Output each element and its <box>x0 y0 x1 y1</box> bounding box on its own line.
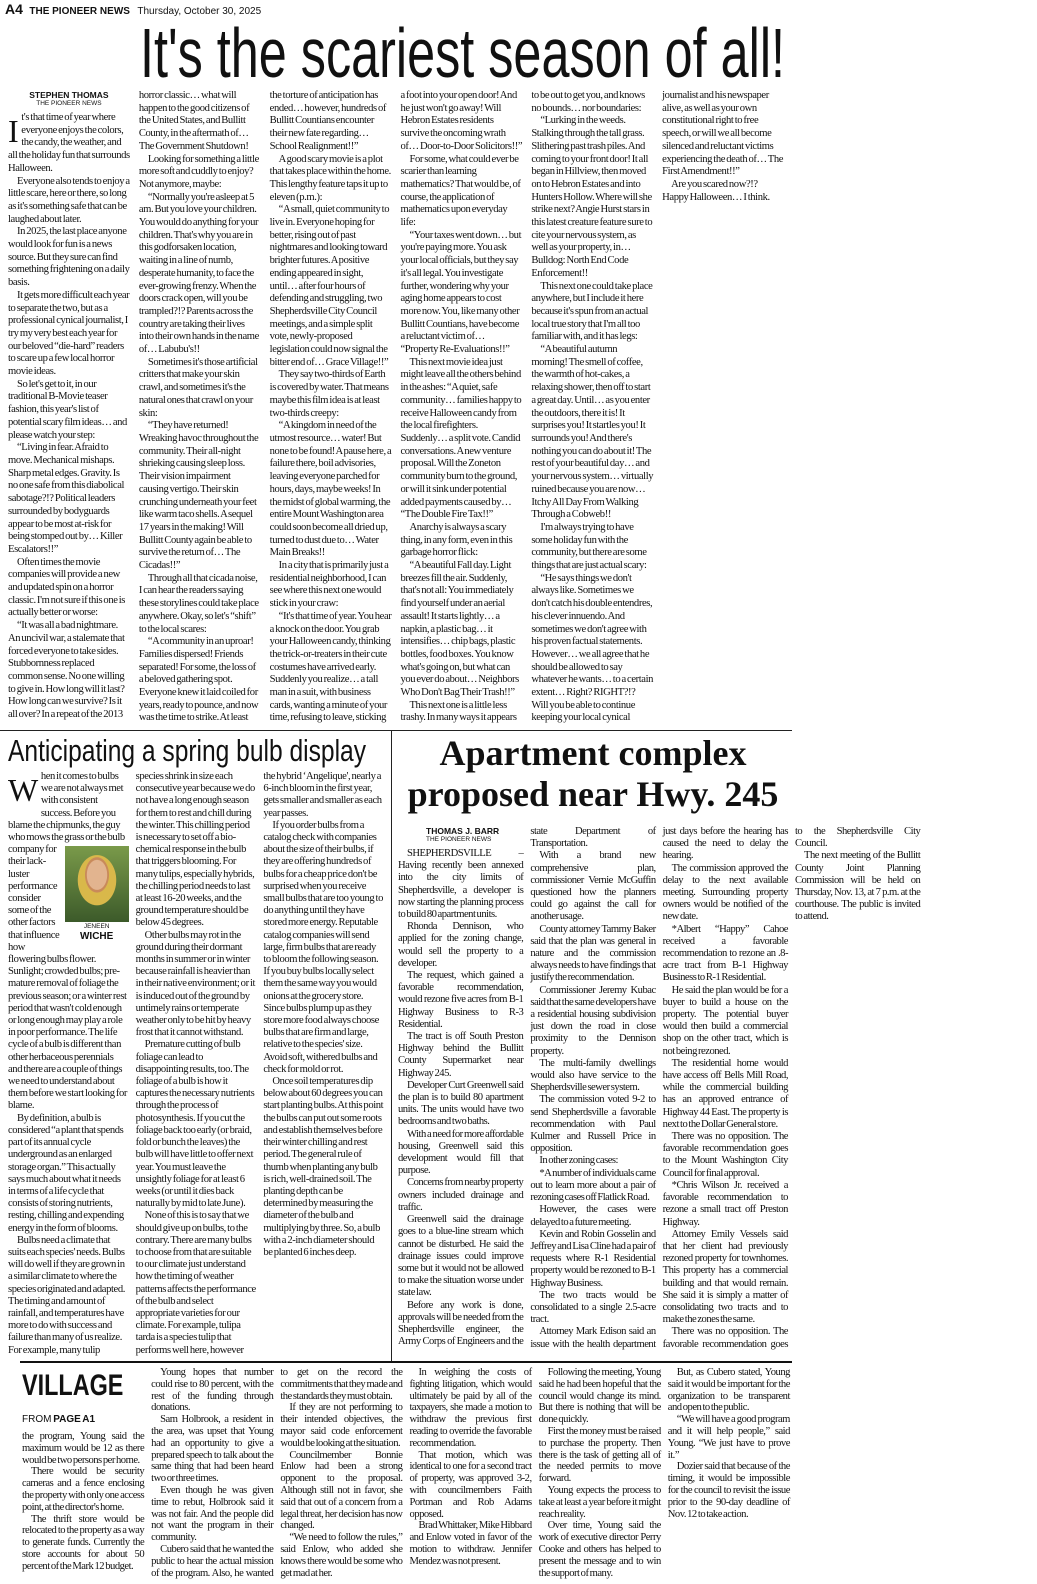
paragraph: Looking for something a little more soft and cuddly to enjoy? Not anymore, maybe: <box>138 153 259 190</box>
photo-caption-last: WICHE <box>79 931 114 943</box>
paragraph: In other zoning cases: <box>539 1155 618 1167</box>
paragraph: There was no opposition. The favorable recommendation goes to the Shepherdsville City Council. <box>662 826 921 1350</box>
paragraph: *Albert “Happy” Cahoe received a favorable recommendation to rezone an .8-acre tract from B-1 Highway Business to R-1 Residential. <box>662 923 788 984</box>
paragraph: In weighing the costs of fighting litigation, which would ultimately be paid by all of the taxpayers, she made a motion to withdraw the previous first reading to override the favorable recommendation. <box>409 1367 532 1449</box>
paragraph: The two tracts would be consolidated to a single 2.5-acre tract. <box>530 1289 656 1326</box>
paragraph: Other bulbs may rot in the ground during their dormant months in summer or in winter because rainfall is heavier than in their native environment; or it is induced out of the ground by untimely rains or temperate weather only to be hit by heavy frost that it cannot withstand. <box>135 929 256 1039</box>
paragraph: “We need to follow the rules,” said Enlow, who added she knows there would be some who get mad at her. <box>280 1532 403 1579</box>
author-photo <box>65 846 129 942</box>
paragraph: The commission voted 9-2 to send Shepherdsville a favorable recommendation with Paul Kulmer and Russell Price in opposition. <box>530 1094 656 1155</box>
paragraph: There would be security cameras and a fence enclosing the property with only one access point, at the director's home. <box>22 1466 145 1513</box>
paragraph: Brad Whittaker, Mike Hibbard and Enlow voted in favor of the motion to withdraw. Jennifer Mendez was not present. <box>409 1520 532 1567</box>
paragraph: That motion, which was identical to one for a second tract of property, was approved 3-2, with councilmembers Faith Portman and Rob Adams opposed. <box>409 1449 532 1520</box>
paragraph: “A community in an uproar! Families dispersed! Friends separated! For some, the loss of a beloved gathering spot. Everyone knew it laid coiled for years, ready to pounce, and now was the time to strike. At least the torture of anticipation has ended… however, hundreds of Bullitt Countians encounter their new fate regarding… School Realignment!!” <box>138 90 387 724</box>
paragraph: So let's get to it, in our traditional B-Movie teaser fashion, this year's list of potential scary film ideas… and please watch your step: <box>8 378 127 441</box>
paragraph: Once soil temperatures dip below about 60 degrees you can start planting bulbs. At this point the bulbs can put out some roots and establish themselves before their winter chilling and rest period. The general rule of thumb when planting any bulb is rich, well-drained soil. The planting depth can be determined by measuring the diameter of the bulb and multiplying by three. So, a bulb with a 2-inch diameter should be planted 6 inches deep. <box>263 1076 384 1258</box>
paragraph: the program, Young said the maximum would be 12 as there would be two persons per home. <box>22 1431 145 1466</box>
paragraph: Often times the movie companies will provide a new and updated spin on a horror classic. I'm not sure if this one is actually better or worse: <box>8 556 126 619</box>
paragraph: Bulbs need a climate that suits each species' needs. Bulbs will do well if they are grown in a similar climate to where the species originated and adapted. The timing and amount of rainfall, and temperatures have more to do with success and failure than many of us realize. For example, many tulip species shrink in size each consecutive year because we do not have a long enough season for them to rest and chill during the winter. This chilling period is necessary to set off a bio-chemical response in the bulb that triggers blooming. For many tulips, especially hybrids, the chilling period needs to last at least 16-20 weeks, and the ground temperature should be below 45 degrees. <box>8 771 255 1356</box>
paragraph: Developer Curt Greenwell said the plan is to build 80 apartment units. The units would have two bedrooms and two baths. <box>398 1079 524 1128</box>
paragraph: SHEPHERDSVILLE – Having recently been annexed into the city limits of Shepherdsville, a developer is now starting the planning process to build 80 apartment units. <box>398 848 524 921</box>
paragraph: “It's that time of year. You hear a knock on the door. You grab your Halloween candy, thinking the trick-or-treaters in their cute costumes have arrived early. Suddenly you realize… a tall man in a suit, with business cards, wanting a minute of your time, refusing to leave, sticking a foot into your open door! And he just won't go away! Will Hebron Estates residents survive the oncoming wrath of… Door-to-Door Solicitors!!” <box>269 90 523 724</box>
column-divider <box>391 731 392 1361</box>
paragraph: However, the cases were delayed to a future meeting. <box>530 1204 656 1228</box>
bulb-article-body <box>8 771 384 1359</box>
paragraph: The residential home would have access off Bells Mill Road, while the commercial building has an approved entrance of Highway 44 East. The property is next to the Dollar General store. <box>662 1057 788 1130</box>
paragraph <box>8 771 129 1113</box>
village-article-body <box>22 1367 790 1582</box>
paragraph: If they are not performing to their intended objectives, the mayor said code enforcement would be looking at the situation. <box>280 1402 403 1449</box>
byline-org: THE PIONEER NEWS <box>36 100 102 107</box>
byline <box>8 90 130 108</box>
paragraph: County attorney Tammy Baker said that the plan was general in nature and the commission always needs to have findings that justify the recommendation. <box>530 923 656 984</box>
paragraph: “A beautiful autumn morning! The smell of coffee, the warmth of hot-cakes, a relaxing shower, then off to start a great day. Until… as you enter the outdoors, there it is! It surprises you! It startles you! It surrounds you! And there's nothing you can do about it! The rest of your beautiful day… and your nervous system… virtually ruined because you are now… Itchy All Day From Walking Through a Cobweb!! <box>531 344 654 521</box>
paragraph: With a need for more affordable housing, Greenwell said this development would fill that purpose. <box>398 1128 524 1177</box>
paragraph: By definition, a bulb is considered “a plant that spends part of its annual cycle underground as an enlarged storage organ.” This actually says much about what it needs in terms of a life cycle that consists of storing nutrients, resting, chilling and expending energy in the form of blooms. <box>8 1112 124 1234</box>
paragraph: Premature cutting of bulb foliage can lead to disappointing results, too. The foliage of a bulb is how it captures the necessary nutrients through the process of photosynthesis. If you cut the foliage back too early (or braid, fold or bunch the leaves) the bulb will have little to offer next year. You must leave the unsightly foliage for at least 6 weeks (or until it dies back naturally by mid to late June). <box>135 1039 255 1210</box>
paragraph: “We will have a good program and it will help people,” said Young. “We just have to prove it.” <box>667 1414 790 1461</box>
paragraph: The request, which gained a favorable recommendation, would rezone five acres from B-1 Highway Business to R-3 Residential. <box>398 970 524 1030</box>
paragraph: “He says things we don't always like. Sometimes we don't catch his double entendres, his clever innuendo. And sometimes we don't agree with his proven factual statements. However… we all agree that he should be allowed to say whatever he wants… to a certain extent… Right? RIGHT?!? Will you be able to continue keeping your local cynical journalist and his newspaper alive, as well as your own constitutional right to free speech, or will we all become silenced and reluctant victims experiencing the death of… The First Amendment!!” <box>531 90 784 724</box>
byline-org: THE PIONEER NEWS <box>426 836 492 843</box>
paragraph: Attorney Emily Vessels said that her client had previously rezoned property for townhomes. This property has a commercial building and that would remain. She said it is simply a matter of consolidating two tracts and to make the zones the same. <box>662 1228 788 1326</box>
paragraph: Even though he was given time to rebut, Holbrook said it was not fair. And the people did not want the program in their community. <box>151 1484 274 1544</box>
jump-line <box>22 1413 144 1427</box>
paragraph: In 2025, the last place anyone would look for fun is a news source. But they sure can find something frightening on a daily basis. <box>8 226 130 289</box>
paragraph: *A number of individuals came out to learn more about a pair of rezoning cases off Flatlick Road. <box>530 1167 656 1204</box>
paragraph: The thrift store would be relocated to the property as a way to generate funds. Currently the store accounts for about 50 percent of the Mark 12 budget. <box>22 1513 145 1572</box>
top-article-headline-wrap <box>140 14 1037 92</box>
paragraph: There was no opposition. The favorable recommendation goes to the Mount Washington City Council for final approval. <box>662 1131 788 1179</box>
paragraph: Over time, Young said the work of executive director Perry Cooke and others has helped to present the message and to win the support of many. <box>538 1520 661 1579</box>
paragraph: Sam Holbrook, a resident in the area, was upset that Young had an opportunity to give a prepared speech to talk about the same thing that had been heard two or three times. <box>151 1414 274 1485</box>
paragraph: “It was all a bad nightmare. An uncivil war, a stalemate that forced everyone to take sides. Stubbornness replaced common sense. No one willing to give in. How long will it last? How long can we survive? Is it all over? In a repeat of the 2013 horror classic… what will happen to the good citizens of the United States, and Bullitt County, in the aftermath of… The Government Shutdown! <box>8 90 250 721</box>
paragraph: If you order bulbs from a catalog check with companies about the size of their bulbs, if they are offering hundreds of bulbs for a cheap price don't be surprised when you receive small bulbs that are too young to do anything until they have stored more energy. Reputable catalog companies will send large, firm bulbs that are ready to bloom the following season. If you buy bulbs locally select them the same way you would onions at the grocery store. Since bulbs plump up as they store more food always choose bulbs that are firm and large, relative to the species' size. Avoid soft, withered bulbs and check for mold or rot. <box>263 819 383 1075</box>
paragraph: The tract is off South Preston Highway behind the Bullitt County Supermarket near Highway 245. <box>398 1031 524 1079</box>
top-article-headline: It's the scariest season of all! <box>140 14 785 92</box>
jump-from-page: PAGE A1 <box>53 1414 96 1425</box>
paragraph: First the money must be raised to purchase the property. Then there is the task of getting all of the needed permits to move forward. <box>538 1425 661 1485</box>
paragraph: Attorney Mark Edison said an issue with the health department just days before the hearing has caused the need to delay the hearing. <box>530 826 788 1350</box>
paragraph: It gets more difficult each year to separate the two, but as a professional cynical journalist, I try my very best each year for our beloved “die-hard” readers to scare up a few local horror movie ideas. <box>8 289 130 378</box>
jump-from-label: FROM <box>22 1414 52 1425</box>
lead-text: When it comes to bulbs we are not always met with consistent success. Before you blame the chipmunks, the guy who mows the grass or the bulb <box>8 771 125 844</box>
paragraph: Cubero said that he wanted the public to hear the actual mission of the program. Also, he wanted to get on the record the commitments that they made and the standards they must obtain. <box>151 1367 403 1579</box>
photo-caption-first: JENEEN <box>83 923 110 931</box>
bulb-article-headline: Anticipating a spring bulb display <box>8 733 366 768</box>
paragraph: “Lurking in the weeds. Stalking through the tall grass. Slithering past trash piles. And coming to your front door! It all began in Hillview, then moved on to Hebron Estates and into Hunters Hollow. Where will she strike next? Angie Hurst stars in this latest creature feature sure to cite your nervous system, as well as your property, in… Bulldog: North End Code Enforcement!! <box>531 115 653 279</box>
paragraph: Everyone also tends to enjoy a little scare, here or there, so long as it's something safe that can be laughed about later. <box>8 175 130 225</box>
paragraph: This next movie idea just might leave all the others behind in the ashes: “A quiet, safe community… families happy to receive Halloween candy from the local firefighters. Suddenly… a split vote. Candid conversations. A new venture proposal. Will the Zoneton community burn to the ground, or will it sink under potential added payments caused by… “The Double Fire Tax!!” <box>400 356 522 521</box>
bulb-article-headline-wrap <box>8 733 460 769</box>
paragraph: Dozier said that because of the timing, it would be impossible for the council to revisit the issue prior to the 90-day deadline of Nov. 12 to take action. <box>667 1461 790 1520</box>
paragraph: “A small, quiet community to live in. Everyone hoping for better, rising out of past nightmares and looking toward brighter futures. A positive ending appeared in sight, until… after four hours of defending and struggling, two Shepherdsville City Council meetings, and a simple split vote, newly-proposed legislation could now signal the bitter end of… Grace Village!!” <box>269 204 390 368</box>
paragraph: Commissioner Jeremy Kubac said that the same developers have a residential housing subdivision just down the road in close proximity to the Dennison property. <box>530 984 656 1057</box>
jump-headline: VILLAGE <box>22 1369 124 1402</box>
paragraph: This next one is a little less trashy. In many ways it appears to be out to get you, and knows no bounds… nor boundaries: <box>400 90 645 724</box>
paragraph: Following the meeting, Young said he had been hopeful that the council would change its mind. But there is nothing that will be done quickly. <box>538 1367 661 1426</box>
paragraph: Through all that cicada noise, I can hear the readers saying these storylines could take place anywhere. Okay, so let's “shift” to the local scares: <box>138 572 259 635</box>
paragraph: Rhonda Dennison, who applied for the zoning change, would sell the property to a developer. <box>398 921 524 969</box>
section-divider <box>0 730 792 731</box>
paragraph: Kevin and Robin Gosselin and Jeffrey and Lisa Cline had a pair of requests where R-1 Residential property would be rezoned to B-1 Highway Business. <box>530 1228 656 1289</box>
paragraph: He said the plan would be for a buyer to build a house on the property. The potential buyer would then build a commercial shop on the other tract, which is not being rezoned. <box>662 984 788 1057</box>
paragraph: Young hopes that number could rise to 80 percent, with the rest of the funding through donations. <box>151 1367 274 1414</box>
paragraph: “A beautiful Fall day. Light breezes fill the air. Suddenly, that's not all: You immediately find yourself under an aerial assault! It starts lightly… a napkin, a plastic bag… it intensifies… chip bags, plastic bottles, food boxes. You know what's going on, but what can you ever do about… Neighbors Who Don't Bag Their Trash!!” <box>400 560 519 699</box>
paragraph: Greenwell said the drainage goes to a blue-line stream which cannot be disturbed. He said the drainage issues could improve some but it would not be allowed to make the situation worse under state law. <box>398 1214 524 1299</box>
headline-line-2: proposed near Hwy. 245 <box>407 774 779 814</box>
paragraph: Before any work is done, approvals will be needed from the Shepherdsville engineer, the Army Corps of Engineers and the state Department of Transportation. <box>398 826 656 1348</box>
lead-text-cont: company for their lack-luster performance consider some of the other factors that influence how flowering bulbs flower. Sunlight; crowded bulbs; pre-mature removal of foliage the previous season; or a winter rest period that wasn't cold enough or long enough may play a role in poor performance. The life cycle of a bulb is different than other herbaceous perennials and there are a couple of things we need to understand about them before we start looking for blame. <box>8 844 127 1112</box>
paragraph: “Normally you're asleep at 5 am. But you love your children. You would do anything for your children. That's why you are in this godforsaken location, waiting in a line of numb, desperate humanity, to face the ever-growing frenzy. When the doors crack open, will you be trampled?!? Parents across the country are taking their lives into their own hands in the name of… Labubu's!! <box>138 191 259 356</box>
paragraph: A good scary movie is a plot that takes place within the home. This lengthy feature taps it up to eleven (p.m.): <box>269 153 391 203</box>
byline <box>398 826 523 844</box>
paragraph: “They have returned! Wreaking havoc throughout the community. Their all-night shrieking causing sleep loss. Their vision impairment causing vertigo. Their skin crunching underneath your feet like warm taco shells. A sequel 17 years in the making! Will Bullitt County again be able to survive the return of… The Cicadas!!” <box>138 420 259 572</box>
paragraph: Young expects the process to take at least a year before it might reach reality. <box>538 1484 661 1520</box>
paragraph: None of this is to say that we should give up on bulbs, to the contrary. There are many bulbs to choose from that are suitable to our climate just understand how the timing of weather patterns affects the performance of the bulb and select appropriate varieties for our climate. For example, tulipa tarda is a species tulip that performs well here, however the hybrid ‘Angelique', nearly a 6-inch bloom in the first year, gets smaller and smaller as each year passes. <box>135 771 382 1356</box>
paragraph: The commission approved the delay to the next available meeting. Surrounding property owners would be notified of the new date. <box>662 862 788 923</box>
byline-author: THOMAS J. BARR <box>426 826 500 836</box>
paragraph: *Chris Wilson Jr. received a favorable recommendation to rezone a small tract off Preston Highway. <box>662 1179 788 1228</box>
paragraph: The next meeting of the Bullitt County Joint Planning Commission will be held on Thursday, Nov. 13, at 7 p.m. at the courthouse. The public is invited to attend. <box>794 850 921 923</box>
issue-date: Thursday, October 30, 2025 <box>137 6 262 17</box>
page-number: A4 <box>5 1 23 17</box>
headline-line-1: Apartment complex <box>439 733 747 773</box>
author-portrait-image <box>65 846 129 922</box>
paragraph: The multi-family dwellings would also have service to the Shepherdsville sewer system. <box>530 1057 656 1094</box>
paragraph: I'm always trying to have some holiday fun with the community, but there are some things that are just actual scary: <box>531 521 647 572</box>
paragraph: Councilmember Bonnie Enlow had been a strong opponent to the proposal. Although still not in favor, she said that out of a concern from a legal threat, her decision has now changed. <box>280 1449 403 1532</box>
top-article-body <box>8 90 784 726</box>
section-divider-thick <box>20 1361 792 1363</box>
paragraph: This next one could take place anywhere, but I include it here because it's spun from an actual local true story that I'm all too familiar with, and it has legs: <box>531 280 653 343</box>
paragraph: In a city that is primarily just a residential neighborhood, I can see where this next one would stick in your craw: <box>269 560 389 610</box>
apartment-article-headline <box>398 733 788 815</box>
paragraph: With a brand new comprehensive plan, commissioner Vernie McGuffin questioned how the planners could go against the call for another usage. <box>530 850 656 923</box>
paragraph: Anarchy is always a scary thing, in any form, even in this garbage horror flick: <box>400 521 513 559</box>
paragraph: Sometimes it's those artificial critters that make your skin crawl, and sometimes it's the natural ones that crawl on your skin: <box>138 356 258 419</box>
byline-author: STEPHEN THOMAS <box>29 90 109 100</box>
paragraph: They say two-thirds of Earth is covered by water. That means maybe this film idea is at least two-thirds creepy: <box>269 369 389 419</box>
paragraph: But, as Cubero stated, Young said it would be important for the organization to be transparent and open to the public. <box>667 1367 790 1414</box>
apartment-article-body <box>398 826 921 1360</box>
paragraph: Concerns from nearby property owners included drainage and traffic. <box>398 1177 524 1213</box>
paragraph: “A kingdom in need of the utmost resource… water! But none to be found! A pause here, a failure there, boil advisories, leaving everyone parched for hours, days, maybe weeks! In the midst of global warming, the entire Mount Washington area could soon become all dried up, turned to dust due to… Water Main Breaks!! <box>269 420 392 559</box>
paragraph: “Your taxes went down… but you're paying more. You ask your local officials, but they say it's all legal. You investigate further, wondering why your aging home appears to cost more now. You, like many other Bullitt Countians, have become a reluctant victim of… “Property Re-Evaluations!!” <box>400 229 522 356</box>
paragraph: For some, what could ever be scarier than learning mathematics? That would be, of course, the application of mathematics upon everyday life: <box>400 153 521 229</box>
paragraph: It's that time of year where everyone enjoys the colors, the candy, the weather, and all the holiday fun that surrounds Halloween. <box>8 112 130 174</box>
paragraph: “Living in fear. Afraid to move. Mechanical mishaps. Sharp metal edges. Gravity. Is no one safe from this diabolical sabotage?!? Political leaders surrounded by bodyguards appear to be most at-risk for being stomped out by… Killer Escalators!!” <box>8 442 125 555</box>
paragraph: Are you scared now?!? Happy Halloween… I think. <box>662 178 770 203</box>
newspaper-name: THE PIONEER NEWS <box>29 6 130 17</box>
